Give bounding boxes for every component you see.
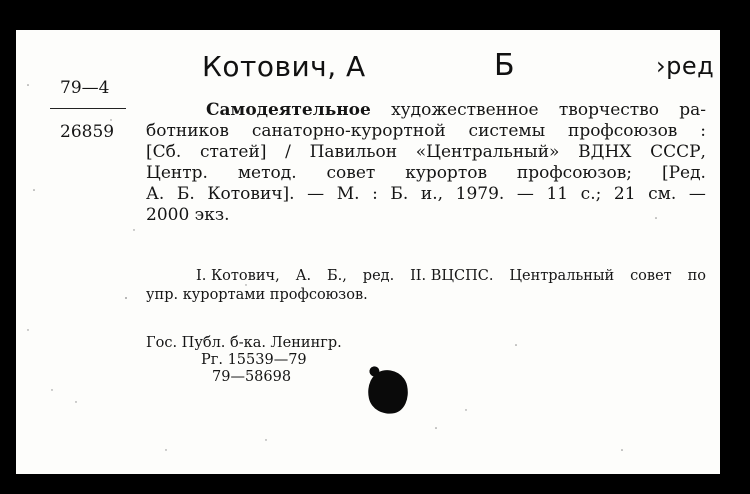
entry-line-1: [146, 100, 706, 121]
tracing-word: совет: [630, 268, 672, 284]
tracing-word: Центральный: [509, 268, 615, 284]
tracing-line-1: [196, 268, 706, 284]
entry-word: 1979.: [455, 184, 505, 204]
entry-word: санаторно-курортной: [251, 121, 446, 141]
entry-word: 11: [546, 184, 569, 204]
entry-word: 2000 экз.: [146, 205, 230, 225]
entry-word: системы: [468, 121, 546, 141]
entry-word: профсоюзов: [567, 121, 678, 141]
handwritten-letter: Б: [494, 48, 516, 83]
entry-word: художественное: [391, 100, 539, 120]
paper-speckles: [16, 30, 720, 474]
entry-word: [Сб.: [146, 142, 182, 162]
entry-word: Б.: [390, 184, 409, 204]
call-number-rule: [50, 108, 126, 109]
catalog-card: [16, 30, 720, 474]
entry-word: Б.: [176, 184, 195, 204]
entry-word: и.,: [420, 184, 444, 204]
entry-word: ботников: [146, 121, 229, 141]
tracing-word: ред.: [362, 268, 395, 284]
entry-word: «Центральный»: [415, 142, 560, 162]
entry-line-6: [146, 205, 706, 226]
entry-word: —: [307, 184, 325, 204]
entry-word: статей]: [199, 142, 267, 162]
handwritten-note: ›ред: [656, 52, 715, 80]
entry-word: М.: [336, 184, 360, 204]
entry-word: см.: [648, 184, 677, 204]
entry-word: с.;: [580, 184, 602, 204]
entry-word: —: [688, 184, 706, 204]
entry-word: метод.: [237, 163, 297, 183]
entry-title-word: Самодеятельное: [206, 100, 371, 120]
call-number-top: 79—4: [60, 78, 110, 98]
entry-word: :: [700, 121, 706, 141]
entry-word: Центр.: [146, 163, 208, 183]
bibliographic-entry: [146, 100, 706, 226]
entry-word: Павильон: [309, 142, 398, 162]
entry-word: ВДНХ: [578, 142, 632, 162]
entry-line-2: [146, 121, 706, 142]
entry-word: 21: [613, 184, 636, 204]
entry-word: —: [516, 184, 534, 204]
entry-line-3: [146, 142, 706, 163]
handwritten-name: Котович, А: [202, 50, 366, 83]
entry-word: А.: [146, 184, 165, 204]
entry-word: курортов: [405, 163, 488, 183]
tracing-line-2: упр. курортами профсоюзов.: [146, 287, 368, 303]
entry-word: ра-: [679, 100, 706, 120]
entry-word: :: [372, 184, 378, 204]
tracing-word: Б.,: [327, 268, 347, 284]
entry-word: [Ред.: [661, 163, 706, 183]
entry-line-4: [146, 163, 706, 184]
tracing-word: II. ВЦСПС.: [410, 268, 494, 284]
call-number-bottom: 26859: [60, 122, 115, 142]
tracing-word: по: [687, 268, 706, 284]
entry-word: совет: [326, 163, 376, 183]
library-line-2: Рг. 15539—79: [201, 352, 307, 368]
library-line-3: 79—58698: [212, 369, 292, 385]
entry-line-5: [146, 184, 706, 205]
entry-word: профсоюзов;: [516, 163, 633, 183]
entry-word: Котович].: [207, 184, 295, 204]
library-line-1: Гос. Публ. б-ка. Ленингр.: [146, 335, 342, 351]
tracing-word: I. Котович,: [196, 268, 280, 284]
tracing-word: А.: [295, 268, 312, 284]
entry-word: творчество: [558, 100, 659, 120]
entry-word: СССР,: [650, 142, 706, 162]
entry-word: /: [285, 142, 291, 162]
